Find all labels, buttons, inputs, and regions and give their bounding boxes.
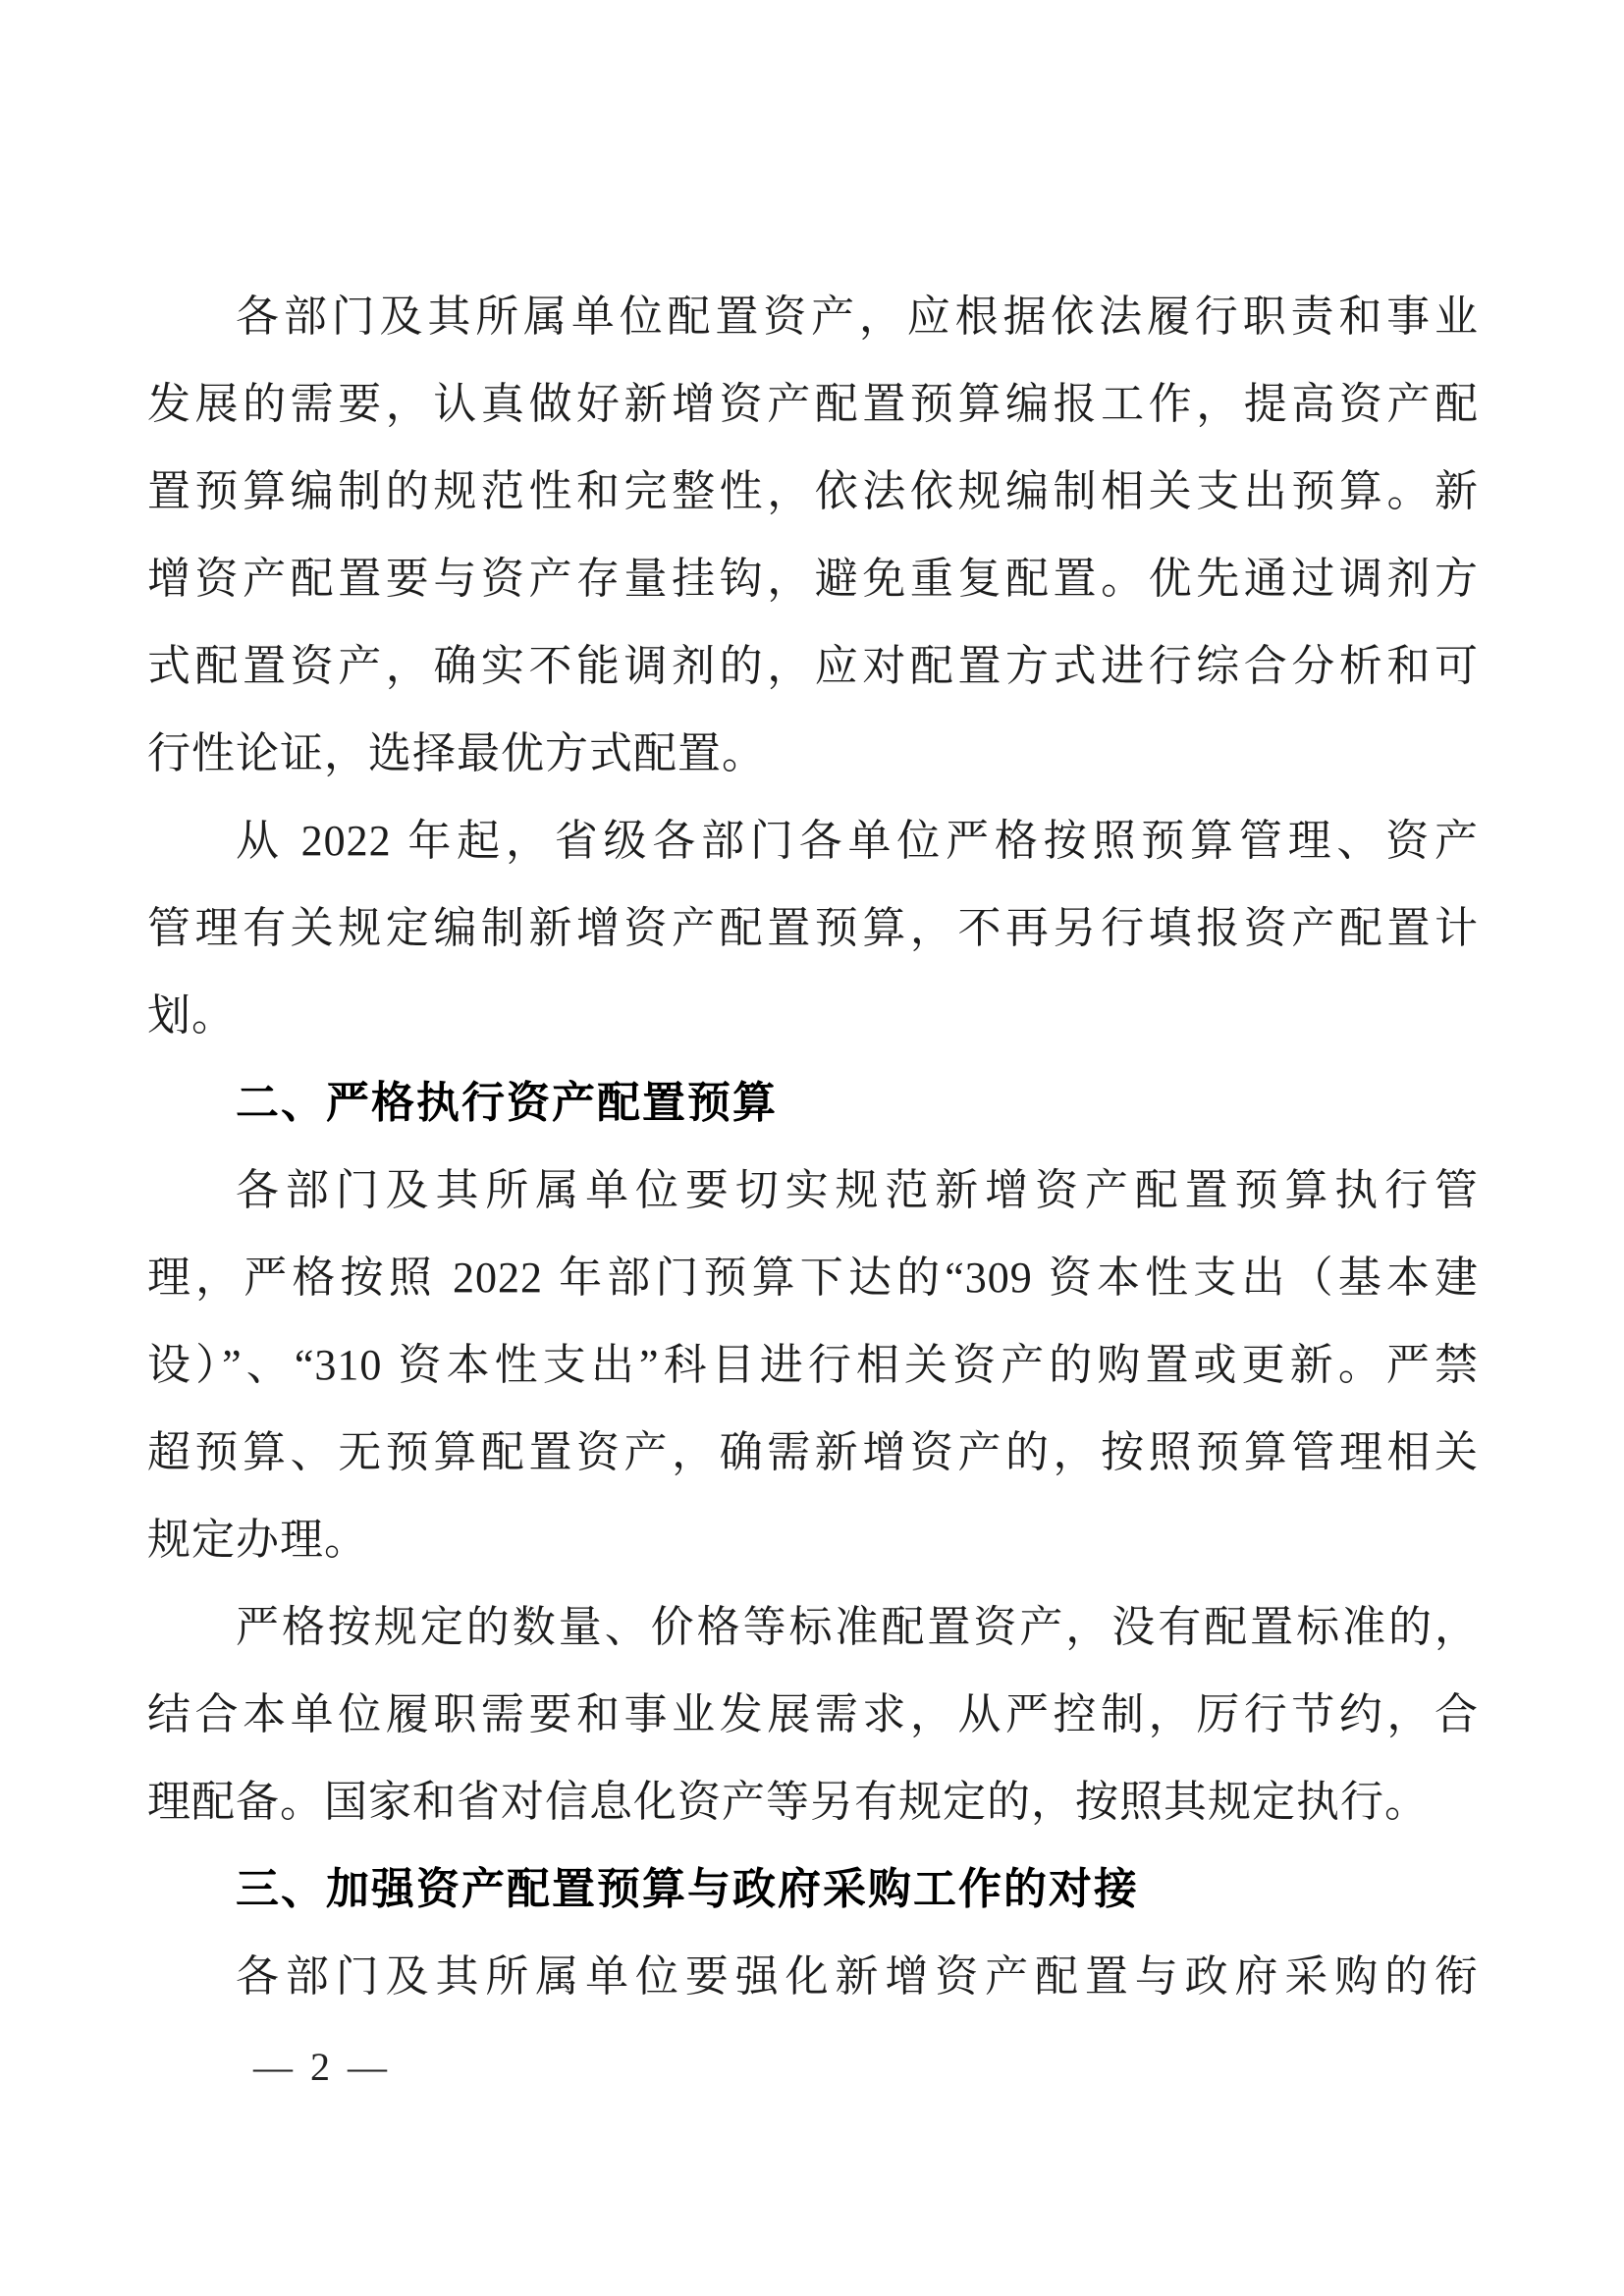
body-line: 严格按规定的数量、价格等标准配置资产，没有配置标准的， [236, 1603, 1479, 1651]
body-line: 理，严格按照 2022 年部门预算下达的“309 资本性支出（基本建 [147, 1254, 1479, 1302]
body-line: 从 2022 年起，省级各部门各单位严格按照预算管理、资产 [236, 817, 1479, 865]
section-heading-3: 三、加强资产配置预算与政府采购工作的对接 [236, 1865, 1139, 1913]
body-line: 规定办理。 [147, 1516, 368, 1564]
body-line: 行性论证，选择最优方式配置。 [147, 729, 766, 777]
document-body [147, 273, 1479, 2020]
body-line: 各部门及其所属单位要强化新增资产配置与政府采购的衔 [236, 1952, 1479, 2001]
body-line: 超预算、无预算配置资产，确需新增资产的，按照预算管理相关 [147, 1428, 1479, 1476]
page-number: — 2 — [253, 2045, 391, 2089]
body-line: 式配置资产，确实不能调剂的，应对配置方式进行综合分析和可 [147, 642, 1479, 690]
body-line: 置预算编制的规范性和完整性，依法依规编制相关支出预算。新 [147, 467, 1479, 515]
body-line: 各部门及其所属单位要切实规范新增资产配置预算执行管 [236, 1166, 1479, 1214]
body-line: 设）”、“310 资本性支出”科目进行相关资产的购置或更新。严禁 [147, 1341, 1479, 1389]
body-line: 增资产配置要与资产存量挂钩，避免重复配置。优先通过调剂方 [147, 555, 1479, 603]
body-line: 管理有关规定编制新增资产配置预算，不再另行填报资产配置计 [147, 904, 1479, 952]
body-line: 结合本单位履职需要和事业发展需求，从严控制，厉行节约，合 [147, 1690, 1479, 1738]
body-line: 理配备。国家和省对信息化资产等另有规定的，按照其规定执行。 [147, 1778, 1429, 1826]
section-heading-2: 二、严格执行资产配置预算 [236, 1079, 778, 1127]
body-line: 划。 [147, 991, 236, 1040]
body-line: 各部门及其所属单位配置资产，应根据依法履行职责和事业 [236, 293, 1479, 341]
body-line: 发展的需要，认真做好新增资产配置预算编报工作，提高资产配 [147, 380, 1479, 428]
